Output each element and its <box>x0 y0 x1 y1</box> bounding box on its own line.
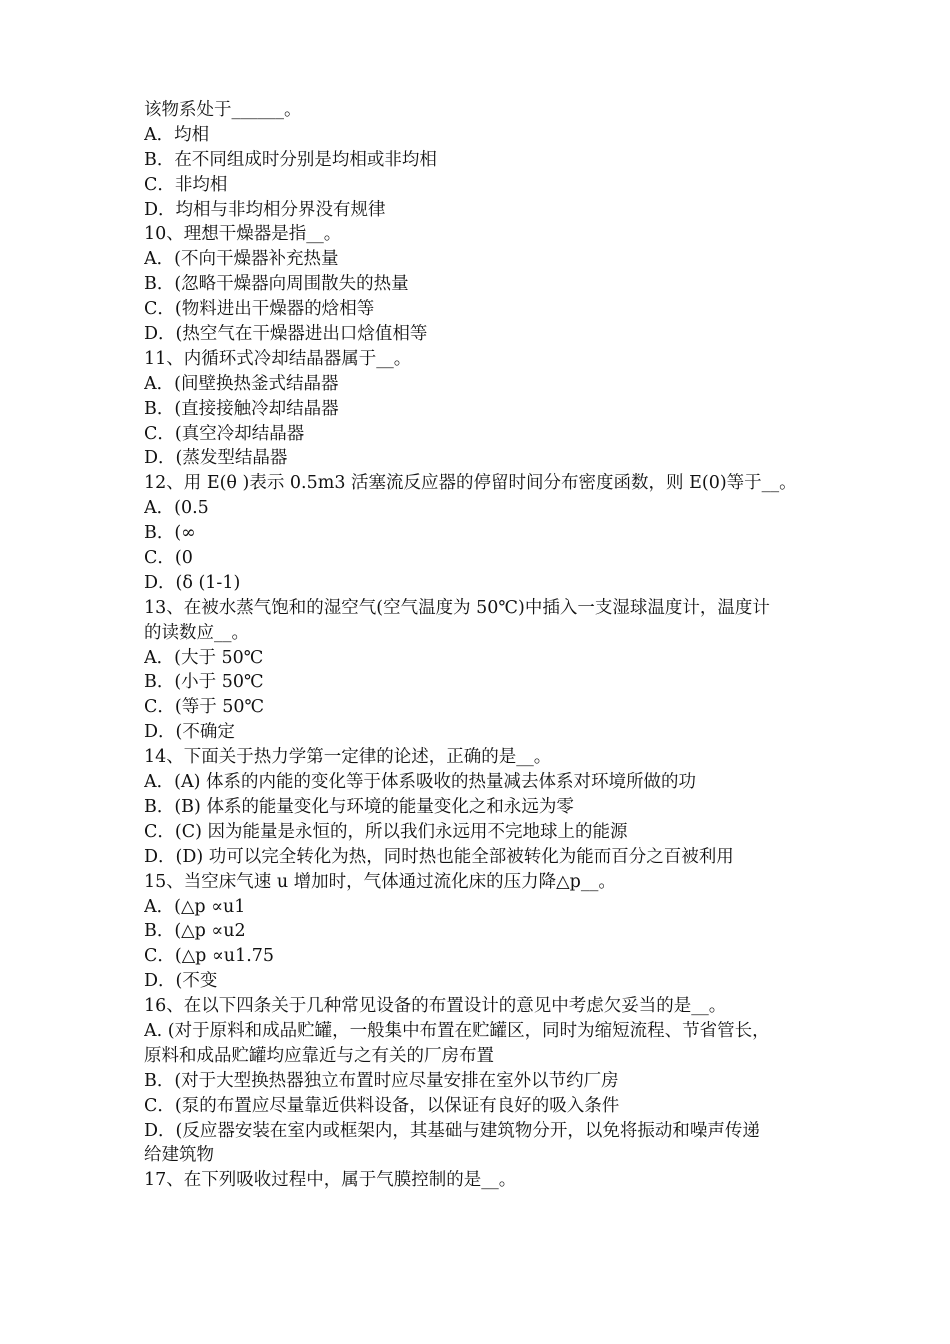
question-line: 10、理想干燥器是指__。 <box>144 224 342 245</box>
option-line: D．(不变 <box>144 971 218 992</box>
question-line-continued: 的读数应__。 <box>144 622 249 643</box>
option-line: D．(反应器安装在室内或框架内，其基础与建筑物分开，以免将振动和噪声传递 <box>144 1120 760 1141</box>
question-line: 16、在以下四条关于几种常见设备的布置设计的意见中考虑欠妥当的是__。 <box>144 996 727 1017</box>
option-line: A．(0.5 <box>144 498 209 519</box>
option-line: D．均相与非均相分界没有规律 <box>144 199 386 220</box>
option-line: B．在不同组成时分别是均相或非均相 <box>144 149 437 170</box>
text-line: 该物系处于______。 <box>144 100 302 120</box>
option-line: C．(物料进出干燥器的焓相等 <box>144 299 375 320</box>
option-line: C．(0 <box>144 548 193 569</box>
option-line: A．(间壁换热釜式结晶器 <box>144 373 339 394</box>
option-line: D．(D) 功可以完全转化为热，同时热也能全部被转化为能而百分之百被利用 <box>144 846 734 867</box>
option-line: C．(△p ∝u1.75 <box>144 946 275 967</box>
option-line: A．(不向干燥器补充热量 <box>144 249 339 270</box>
option-line: C．(泵的布置应尽量靠近供料设备，以保证有良好的吸入条件 <box>144 1095 620 1116</box>
option-line: A．(大于 50℃ <box>144 647 264 668</box>
option-line: C．(真空冷却结晶器 <box>144 423 305 444</box>
option-line: D．(热空气在干燥器进出口焓值相等 <box>144 324 428 345</box>
option-line-continued: 原料和成品贮罐均应靠近与之有关的厂房布置 <box>144 1045 494 1066</box>
option-line-continued: 给建筑物 <box>144 1145 214 1166</box>
option-line: A．(A) 体系的内能的变化等于体系吸收的热量减去体系对环境所做的功 <box>144 772 696 793</box>
option-line: B．(∞ <box>144 523 196 544</box>
option-line: B．(△p ∝u2 <box>144 921 246 942</box>
option-line: A. (对于原料和成品贮罐，一般集中布置在贮罐区，同时为缩短流程、节省管长， <box>144 1020 770 1041</box>
question-line: 15、当空床气速 u 增加时，气体通过流化床的压力降△p__。 <box>144 871 616 892</box>
option-line: A．(△p ∝u1 <box>144 896 246 917</box>
option-line: D．(蒸发型结晶器 <box>144 448 288 469</box>
option-line: C．非均相 <box>144 174 228 195</box>
question-line: 17、在下列吸收过程中，属于气膜控制的是__。 <box>144 1170 517 1191</box>
option-line: A．均相 <box>144 124 210 145</box>
option-line: B．(小于 50℃ <box>144 672 264 693</box>
option-line: C．(C) 因为能量是永恒的，所以我们永远用不完地球上的能源 <box>144 821 628 842</box>
document-page <box>144 98 814 1193</box>
option-line: D．(δ (1-1) <box>144 572 241 593</box>
question-line: 11、内循环式冷却结晶器属于__。 <box>144 348 412 369</box>
question-line: 13、在被水蒸气饱和的湿空气(空气温度为 50℃)中插入一支湿球温度计，温度计 <box>144 597 770 618</box>
option-line: B．(忽略干燥器向周围散失的热量 <box>144 274 409 295</box>
option-line: C．(等于 50℃ <box>144 697 265 718</box>
question-line: 14、下面关于热力学第一定律的论述，正确的是__。 <box>144 747 552 768</box>
option-line: B．(B) 体系的能量变化与环境的能量变化之和永远为零 <box>144 796 574 817</box>
option-line: B．(直接接触冷却结晶器 <box>144 398 339 419</box>
option-line: B．(对于大型换热器独立布置时应尽量安排在室外以节约厂房 <box>144 1070 619 1091</box>
question-line: 12、用 E(θ )表示 0.5m3 活塞流反应器的停留时间分布密度函数，则 E(0)等于__。 <box>144 473 797 494</box>
option-line: D．(不确定 <box>144 722 235 743</box>
